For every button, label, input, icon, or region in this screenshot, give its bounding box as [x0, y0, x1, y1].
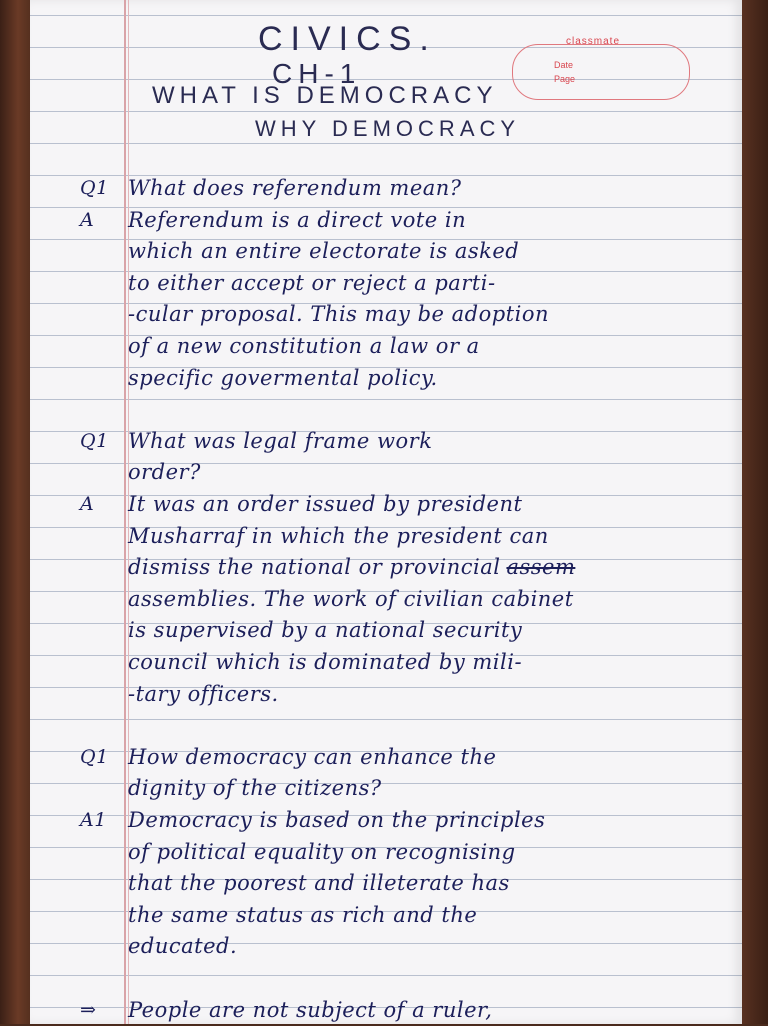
- stamp-page-label: Page: [554, 74, 576, 84]
- struck-text: assem: [506, 555, 576, 580]
- note-text: -cular proposal. This may be adoption: [128, 302, 549, 327]
- note-text: Referendum is a direct vote in: [128, 207, 467, 232]
- note-marker: Q1: [80, 429, 109, 452]
- note-text: -tary officers.: [128, 681, 279, 706]
- stamp-brand: classmate: [566, 36, 621, 47]
- note-text: educated.: [128, 934, 238, 959]
- note-text: What was legal frame work: [128, 428, 433, 453]
- note-marker: Q1: [80, 745, 109, 768]
- note-text: What does referendum mean?: [128, 176, 462, 200]
- margin-line: [124, 0, 126, 1024]
- note-text: that the poorest and illeterate has: [128, 871, 510, 896]
- note-marker: A1: [80, 809, 107, 831]
- stamp-date-label: Date: [554, 60, 574, 70]
- note-text: Democracy is based on the principles: [128, 808, 546, 832]
- note-text-wrap: [128, 551, 575, 583]
- chapter-title: WHAT IS DEMOCRACY: [152, 82, 498, 109]
- note-marker: ⇒: [80, 998, 97, 1021]
- note-text: of a new constitution a law or a: [128, 334, 480, 358]
- note-text: dignity of the citizens?: [128, 776, 382, 801]
- note-marker: Q1: [80, 177, 109, 199]
- note-text: specific govermental policy.: [128, 365, 438, 390]
- note-marker: A: [80, 208, 95, 231]
- note-text: council which is dominated by mili-: [128, 650, 523, 674]
- note-text: to either accept or reject a parti-: [128, 270, 496, 295]
- note-text: which an entire electorate is asked: [128, 239, 520, 264]
- note-text: Musharraf in which the president can: [128, 523, 549, 548]
- chapter-subtitle: WHY DEMOCRACY: [255, 116, 521, 141]
- notebook-page: [30, 0, 742, 1024]
- note-text: assemblies. The work of civilian cabinet: [128, 586, 574, 611]
- note-text: order?: [128, 460, 201, 485]
- note-text: It was an order issued by president: [128, 492, 523, 516]
- date-page-stamp: [512, 44, 690, 100]
- note-text: is supervised by a national security: [128, 618, 523, 643]
- note-text: of political equality on recognising: [128, 839, 516, 864]
- note-text: People are not subject of a ruler,: [128, 997, 493, 1022]
- chapter-heading: CH-1: [272, 58, 362, 89]
- note-marker: A: [80, 493, 95, 515]
- note-text: the same status as rich and the: [128, 902, 478, 927]
- wooden-surface-right: [740, 0, 768, 1024]
- note-text: How democracy can enhance the: [128, 744, 497, 769]
- subject-heading: CIVICS.: [258, 20, 437, 58]
- note-text: dismiss the national or provincial: [128, 555, 501, 580]
- wooden-surface-left: [0, 0, 30, 1024]
